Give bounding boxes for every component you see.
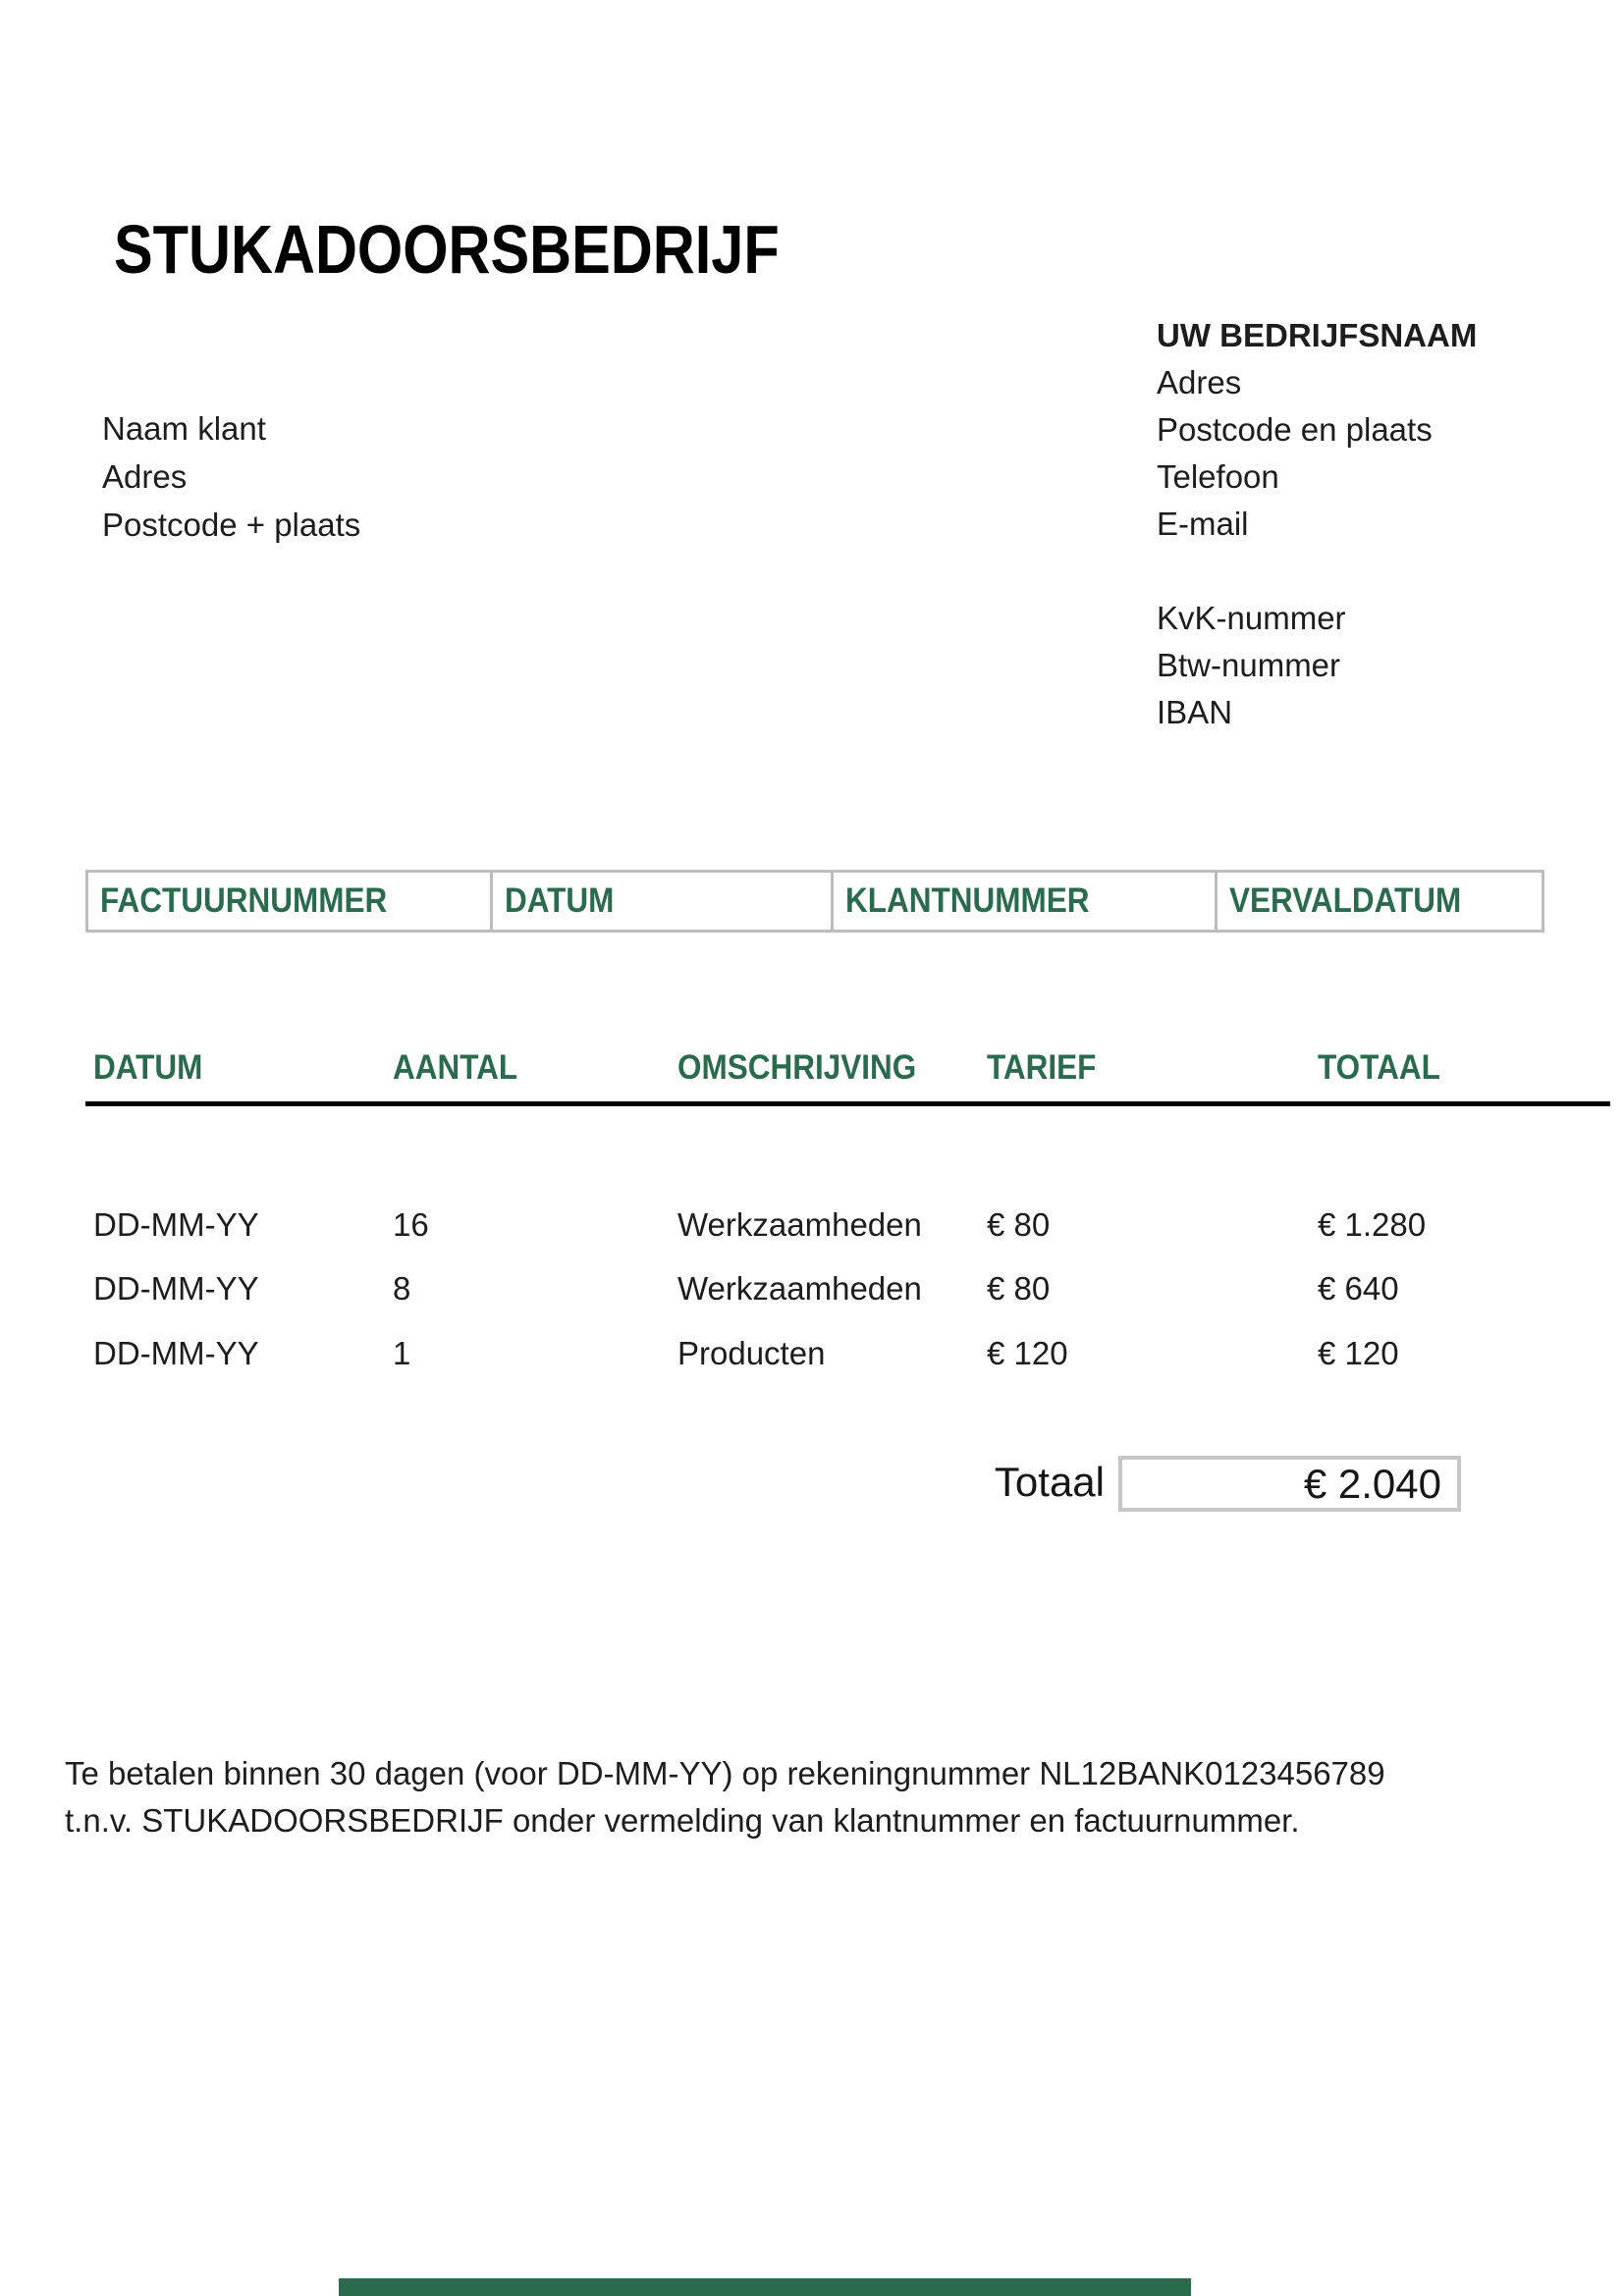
company-email-line: E-mail [1157,506,1249,542]
company-phone-line: Telefoon [1157,458,1279,495]
footer-line-1: Te betalen binnen 30 dagen (voor DD-MM-YY) op rekeningnummer NL12BANK0123456789 [65,1755,1385,1791]
total-value-box [1118,1456,1461,1512]
customer-city-line: Postcode + plaats [102,507,361,543]
company-info-block [1157,312,1477,548]
meta-header-datum: DATUM [505,881,615,920]
meta-header-vervaldatum: VERVALDATUM [1229,881,1462,920]
items-header-aantal: AANTAL [393,1048,518,1087]
footer-line-2: t.n.v. STUKADOORSBEDRIJF onder vermelding van klantnummer en factuurnummer. [65,1802,1300,1839]
items-header-rule [85,1101,1610,1106]
company-city-line: Postcode en plaats [1157,411,1433,448]
meta-cell-vervaldatum [1218,873,1542,930]
meta-header-klantnummer: KLANTNUMMER [845,881,1090,920]
total-label: Totaal [994,1459,1105,1505]
items-header-tarief: TARIEF [987,1048,1097,1087]
table-row [0,1269,1624,1308]
items-header-datum: DATUM [93,1048,203,1087]
company-name: UW BEDRIJFSNAAM [1157,317,1478,353]
meta-cell-datum [493,873,834,930]
footer-accent-bar [339,2278,1191,2296]
company-street-line: Adres [1157,364,1242,400]
items-header-omschrijving: OMSCHRIJVING [677,1048,917,1087]
item-aantal: 8 [393,1270,411,1307]
total-value: € 2.040 [1303,1460,1441,1507]
item-datum: DD-MM-YY [93,1270,259,1307]
meta-cell-klantnummer [834,873,1218,930]
customer-name-line: Naam klant [102,410,266,447]
customer-street-line: Adres [102,458,188,495]
item-totaal: € 1.280 [1318,1206,1427,1243]
item-omschrijving: Werkzaamheden [677,1270,922,1307]
company-btw-line: Btw-nummer [1157,647,1341,683]
company-registration-block [1157,595,1346,736]
table-row [0,1205,1624,1245]
table-row [0,1334,1624,1373]
meta-cell-factuurnummer [88,873,493,930]
item-totaal: € 640 [1318,1270,1399,1307]
company-kvk-line: KvK-nummer [1157,600,1346,636]
item-datum: DD-MM-YY [93,1206,259,1243]
item-tarief: € 80 [987,1270,1051,1307]
company-iban-line: IBAN [1157,694,1233,730]
item-tarief: € 120 [987,1335,1068,1371]
item-tarief: € 80 [987,1206,1051,1243]
page-title: STUKADOORSBEDRIJF [114,211,780,288]
item-aantal: 1 [393,1335,411,1371]
footer-note [65,1750,1385,1844]
item-datum: DD-MM-YY [93,1335,259,1371]
items-header-totaal: TOTAAL [1318,1048,1440,1087]
meta-header-factuurnummer: FACTUURNUMMER [100,881,388,920]
item-totaal: € 120 [1318,1335,1399,1371]
invoice-meta-table [85,870,1544,933]
item-omschrijving: Producten [677,1335,826,1371]
item-omschrijving: Werkzaamheden [677,1206,922,1243]
item-aantal: 16 [393,1206,429,1243]
customer-address-block [102,404,360,549]
